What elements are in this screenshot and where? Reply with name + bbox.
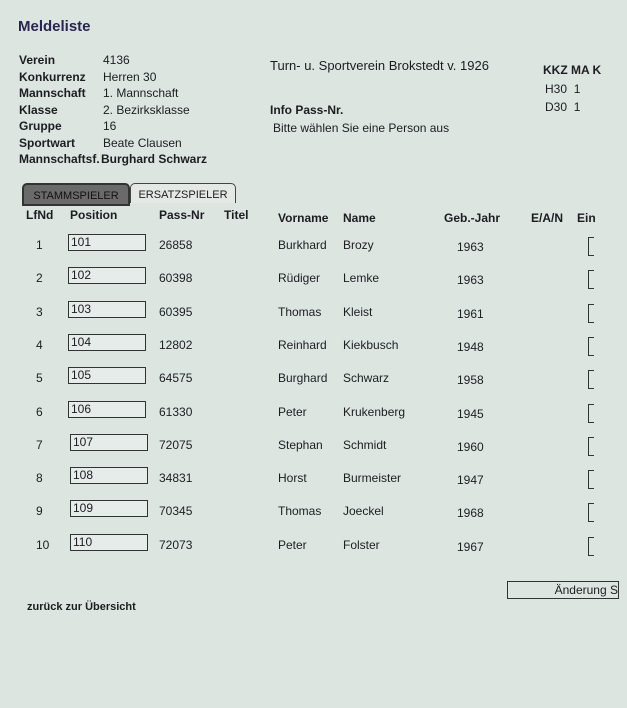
- info-value: Burghard Schwarz: [101, 152, 208, 166]
- lfnd: 9: [36, 504, 43, 519]
- vorname: Burghard: [278, 371, 328, 386]
- info-label: Verein: [19, 53, 56, 67]
- einsatz-checkbox[interactable]: [588, 470, 594, 489]
- einsatz-checkbox[interactable]: [588, 437, 594, 456]
- info-value: Herren 30: [103, 69, 157, 84]
- name: Kiekbusch: [343, 337, 399, 352]
- info-label: Gruppe: [19, 119, 62, 133]
- position-input[interactable]: 105: [68, 367, 146, 384]
- pass-nr: 61330: [159, 404, 193, 419]
- info-label: Konkurrenz: [19, 69, 86, 84]
- pass-nr: 60398: [159, 271, 193, 286]
- geb-jahr: 1967: [457, 539, 484, 554]
- geb-jahr: 1948: [457, 339, 484, 354]
- position-input[interactable]: 104: [68, 334, 146, 351]
- geb-jahr: 1947: [457, 473, 484, 488]
- kkz-row: H30 1: [545, 82, 581, 96]
- save-changes-button[interactable]: Änderung S: [507, 581, 619, 599]
- name: Lemke: [343, 271, 380, 286]
- name: Folster: [343, 537, 380, 552]
- info-label: Mannschaftsf.: [19, 152, 100, 166]
- lfnd: 10: [36, 537, 50, 552]
- vorname: Peter: [278, 404, 307, 419]
- info-value: 16: [103, 119, 117, 133]
- info-label: Klasse: [19, 102, 58, 117]
- info-label: Sportwart: [19, 135, 76, 150]
- column-header: Ein: [577, 211, 596, 225]
- kkz-row: D30 1: [545, 100, 581, 114]
- vorname: Burkhard: [278, 238, 327, 252]
- column-header: Pass-Nr: [159, 208, 205, 222]
- column-header: LfNd: [26, 208, 54, 222]
- pass-nr: 72073: [159, 537, 193, 552]
- position-input[interactable]: 103: [68, 301, 146, 318]
- einsatz-checkbox[interactable]: [588, 404, 594, 423]
- lfnd: 4: [36, 337, 43, 352]
- column-header: Position: [70, 208, 118, 222]
- geb-jahr: 1960: [457, 439, 484, 454]
- column-header: E/A/N: [531, 211, 564, 225]
- pass-nr: 12802: [159, 337, 193, 352]
- club-name: Turn- u. Sportverein Brokstedt v. 1926: [270, 58, 489, 73]
- geb-jahr: 1963: [457, 273, 484, 288]
- lfnd: 5: [36, 371, 43, 386]
- vorname: Stephan: [278, 437, 323, 452]
- vorname: Thomas: [278, 304, 322, 319]
- position-input[interactable]: 110: [70, 534, 148, 551]
- name: Brozy: [343, 238, 374, 252]
- position-input[interactable]: 107: [70, 434, 148, 451]
- column-header: Titel: [224, 208, 249, 222]
- lfnd: 3: [36, 304, 43, 319]
- info-pass-text: Bitte wählen Sie eine Person aus: [273, 121, 450, 135]
- tab-stammspieler[interactable]: STAMMSPIELER: [22, 183, 130, 206]
- vorname: Peter: [278, 537, 307, 552]
- column-header: Geb.-Jahr: [444, 211, 501, 225]
- geb-jahr: 1958: [457, 373, 484, 388]
- vorname: Reinhard: [278, 337, 327, 352]
- pass-nr: 26858: [159, 238, 193, 252]
- geb-jahr: 1963: [457, 240, 484, 254]
- lfnd: 1: [36, 238, 43, 252]
- geb-jahr: 1968: [457, 506, 484, 521]
- position-input[interactable]: 102: [68, 267, 146, 284]
- position-input[interactable]: 106: [68, 401, 146, 418]
- column-header: Vorname: [278, 211, 329, 225]
- pass-nr: 70345: [159, 504, 193, 519]
- info-value: 4136: [103, 53, 130, 67]
- name: Burmeister: [343, 471, 402, 486]
- lfnd: 2: [36, 271, 43, 286]
- einsatz-checkbox[interactable]: [588, 270, 594, 289]
- vorname: Horst: [278, 471, 307, 486]
- name: Joeckel: [343, 504, 384, 519]
- info-pass-title: Info Pass-Nr.: [270, 103, 344, 117]
- kkz-header: KKZ MA K: [543, 63, 602, 77]
- position-input[interactable]: 101: [68, 234, 146, 251]
- page-title: Meldeliste: [18, 18, 91, 35]
- info-value: 2. Bezirksklasse: [103, 102, 190, 117]
- info-label: Mannschaft: [19, 86, 86, 100]
- lfnd: 7: [36, 437, 43, 452]
- einsatz-checkbox[interactable]: [588, 503, 594, 522]
- einsatz-checkbox[interactable]: [588, 537, 594, 556]
- lfnd: 8: [36, 471, 43, 486]
- position-input[interactable]: 108: [70, 467, 148, 484]
- name: Schwarz: [343, 371, 390, 386]
- pass-nr: 60395: [159, 304, 193, 319]
- position-input[interactable]: 109: [70, 500, 148, 517]
- geb-jahr: 1961: [457, 306, 484, 321]
- pass-nr: 64575: [159, 371, 193, 386]
- einsatz-checkbox[interactable]: [588, 237, 594, 256]
- name: Schmidt: [343, 437, 387, 452]
- geb-jahr: 1945: [457, 406, 484, 421]
- vorname: Rüdiger: [278, 271, 321, 286]
- column-header: Name: [343, 211, 376, 225]
- einsatz-checkbox[interactable]: [588, 304, 594, 323]
- einsatz-checkbox[interactable]: [588, 370, 594, 389]
- back-to-overview-link[interactable]: zurück zur Übersicht: [27, 601, 136, 613]
- name: Kleist: [343, 304, 373, 319]
- vorname: Thomas: [278, 504, 322, 519]
- pass-nr: 34831: [159, 471, 193, 486]
- pass-nr: 72075: [159, 437, 193, 452]
- einsatz-checkbox[interactable]: [588, 337, 594, 356]
- info-value: Beate Clausen: [103, 135, 182, 150]
- info-value: 1. Mannschaft: [103, 86, 179, 100]
- name: Krukenberg: [343, 404, 406, 419]
- lfnd: 6: [36, 404, 43, 419]
- tab-ersatzspieler[interactable]: ERSATZSPIELER: [130, 183, 236, 203]
